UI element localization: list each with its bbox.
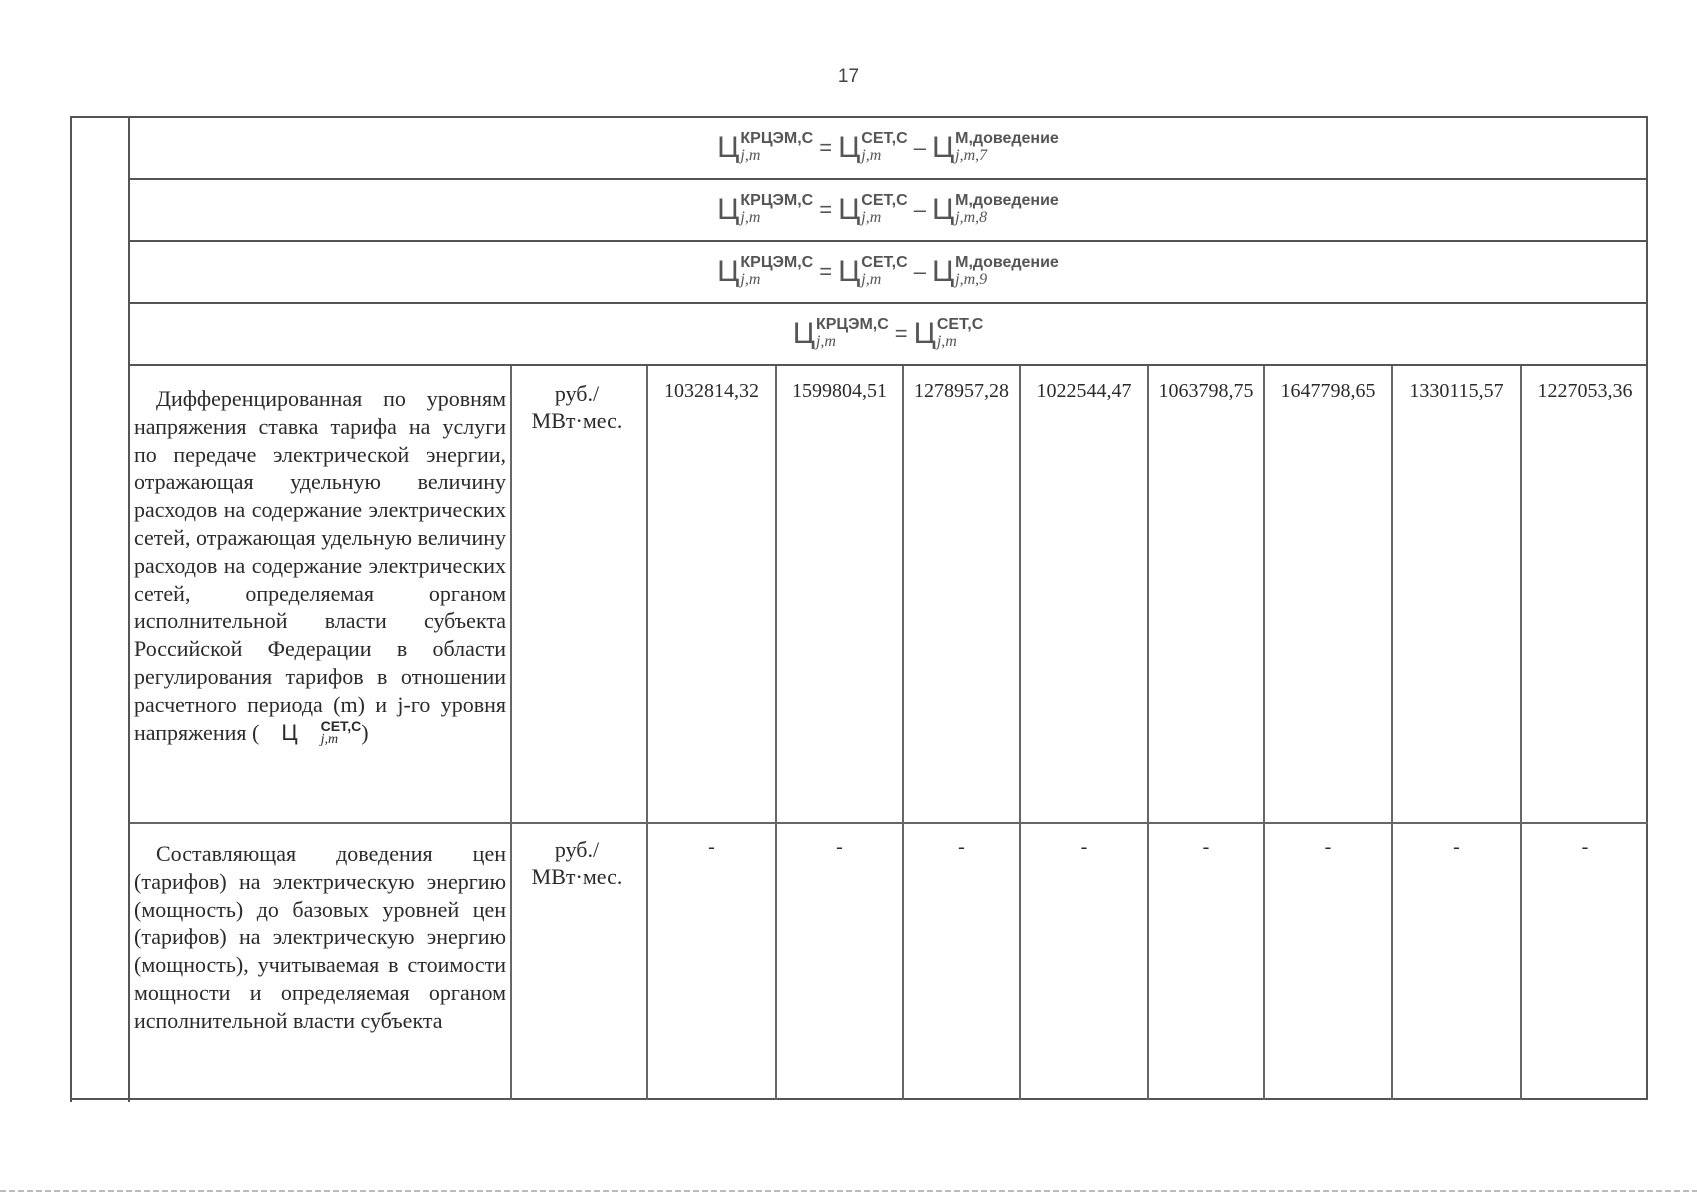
column-divider (1520, 366, 1522, 1100)
formula-row (128, 118, 1648, 180)
formula (717, 131, 1059, 165)
value-cell: 1227053,36 (1537, 380, 1633, 402)
row-description: Составляющая доведения цен (тарифов) на электрическую энергию (мощность) до базовых уровней цен (тарифов) на электрическую энергию (мощность), учитываемая в стоимости мощности и определяемая органом исполнительной власти субъекта (134, 841, 506, 1033)
column-divider (775, 366, 777, 1100)
formula-rhs2: Ц М,доведение j,m,8 (931, 192, 1059, 226)
formula-row (128, 180, 1648, 242)
equals-sign: = (819, 135, 833, 160)
column-divider (1019, 366, 1021, 1100)
formula-rhs2: Ц М,доведение j,m,9 (931, 254, 1059, 288)
value-cell: 1599804,51 (792, 380, 887, 402)
column-divider (1391, 366, 1393, 1100)
value-cell: 1063798,75 (1158, 380, 1254, 402)
formula (793, 317, 984, 351)
page-number: 17 (837, 66, 860, 87)
value-cell: 1278957,28 (914, 380, 1009, 402)
row-divider (130, 822, 1648, 824)
column-divider (646, 366, 648, 1100)
value-cell: 1330115,57 (1409, 380, 1504, 402)
unit-cell: руб./ МВт·мес. (531, 381, 623, 433)
row-description: Дифференцированная по уровням напряжения ставка тарифа на услуги по передаче электрической энергии, отражающая удельную величину расходов на содержание электрических сетей, отражающая удельную величину расходов на содержание электрических сетей, определяемая органом исполнительной власти субъекта Российской Федерации в области регулирования тарифов в отношении расчетного периода (m) и j-го уровня напряжения ( Ц СЕТ,C j,m ) (134, 386, 506, 747)
value-cell: - (836, 836, 843, 858)
value-cell: - (1080, 836, 1088, 858)
formula-rhs1: Ц СЕТ,C j,m (913, 316, 984, 350)
formula-rhs2: Ц М,доведение j,m,7 (931, 130, 1059, 164)
value-cell: - (1453, 836, 1460, 858)
formula-lhs: Ц КРЦЭМ,C j,m (717, 254, 814, 288)
scan-artifact-line (0, 1190, 1697, 1192)
column-divider (510, 366, 512, 1100)
value-cell: 1032814,32 (664, 380, 759, 402)
value-cell: 1022544,47 (1036, 380, 1132, 402)
value-cell: - (1324, 836, 1332, 858)
minus-sign: – (913, 197, 926, 222)
value-cell: 1647798,65 (1280, 380, 1376, 402)
formula-row (128, 242, 1648, 304)
column-divider (1263, 366, 1265, 1100)
value-cell: - (958, 836, 965, 858)
unit-cell: руб./ МВт·мес. (531, 837, 623, 889)
value-cell: - (1202, 836, 1210, 858)
formula-rhs1: Ц СЕТ,C j,m (838, 254, 908, 288)
formula-lhs: Ц КРЦЭМ,C j,m (717, 192, 814, 226)
column-divider (902, 366, 904, 1100)
formula (717, 193, 1059, 227)
formula (717, 255, 1059, 289)
equals-sign: = (819, 197, 833, 222)
column-divider (1147, 366, 1149, 1100)
minus-sign: – (913, 135, 926, 160)
value-cell: - (1581, 836, 1589, 858)
value-cell: - (708, 836, 715, 858)
formula-rhs1: Ц СЕТ,C j,m (838, 192, 908, 226)
tariff-symbol: Ц СЕТ,C j,m (281, 717, 362, 747)
equals-sign: = (819, 259, 833, 284)
minus-sign: – (913, 259, 926, 284)
formula-lhs: Ц КРЦЭМ,C j,m (792, 316, 889, 350)
equals-sign: = (894, 321, 908, 346)
formula-row (128, 304, 1648, 366)
table-left-border (70, 118, 72, 1102)
formula-rhs1: Ц СЕТ,C j,m (838, 130, 908, 164)
formula-lhs: Ц КРЦЭМ,C j,m (717, 130, 814, 164)
